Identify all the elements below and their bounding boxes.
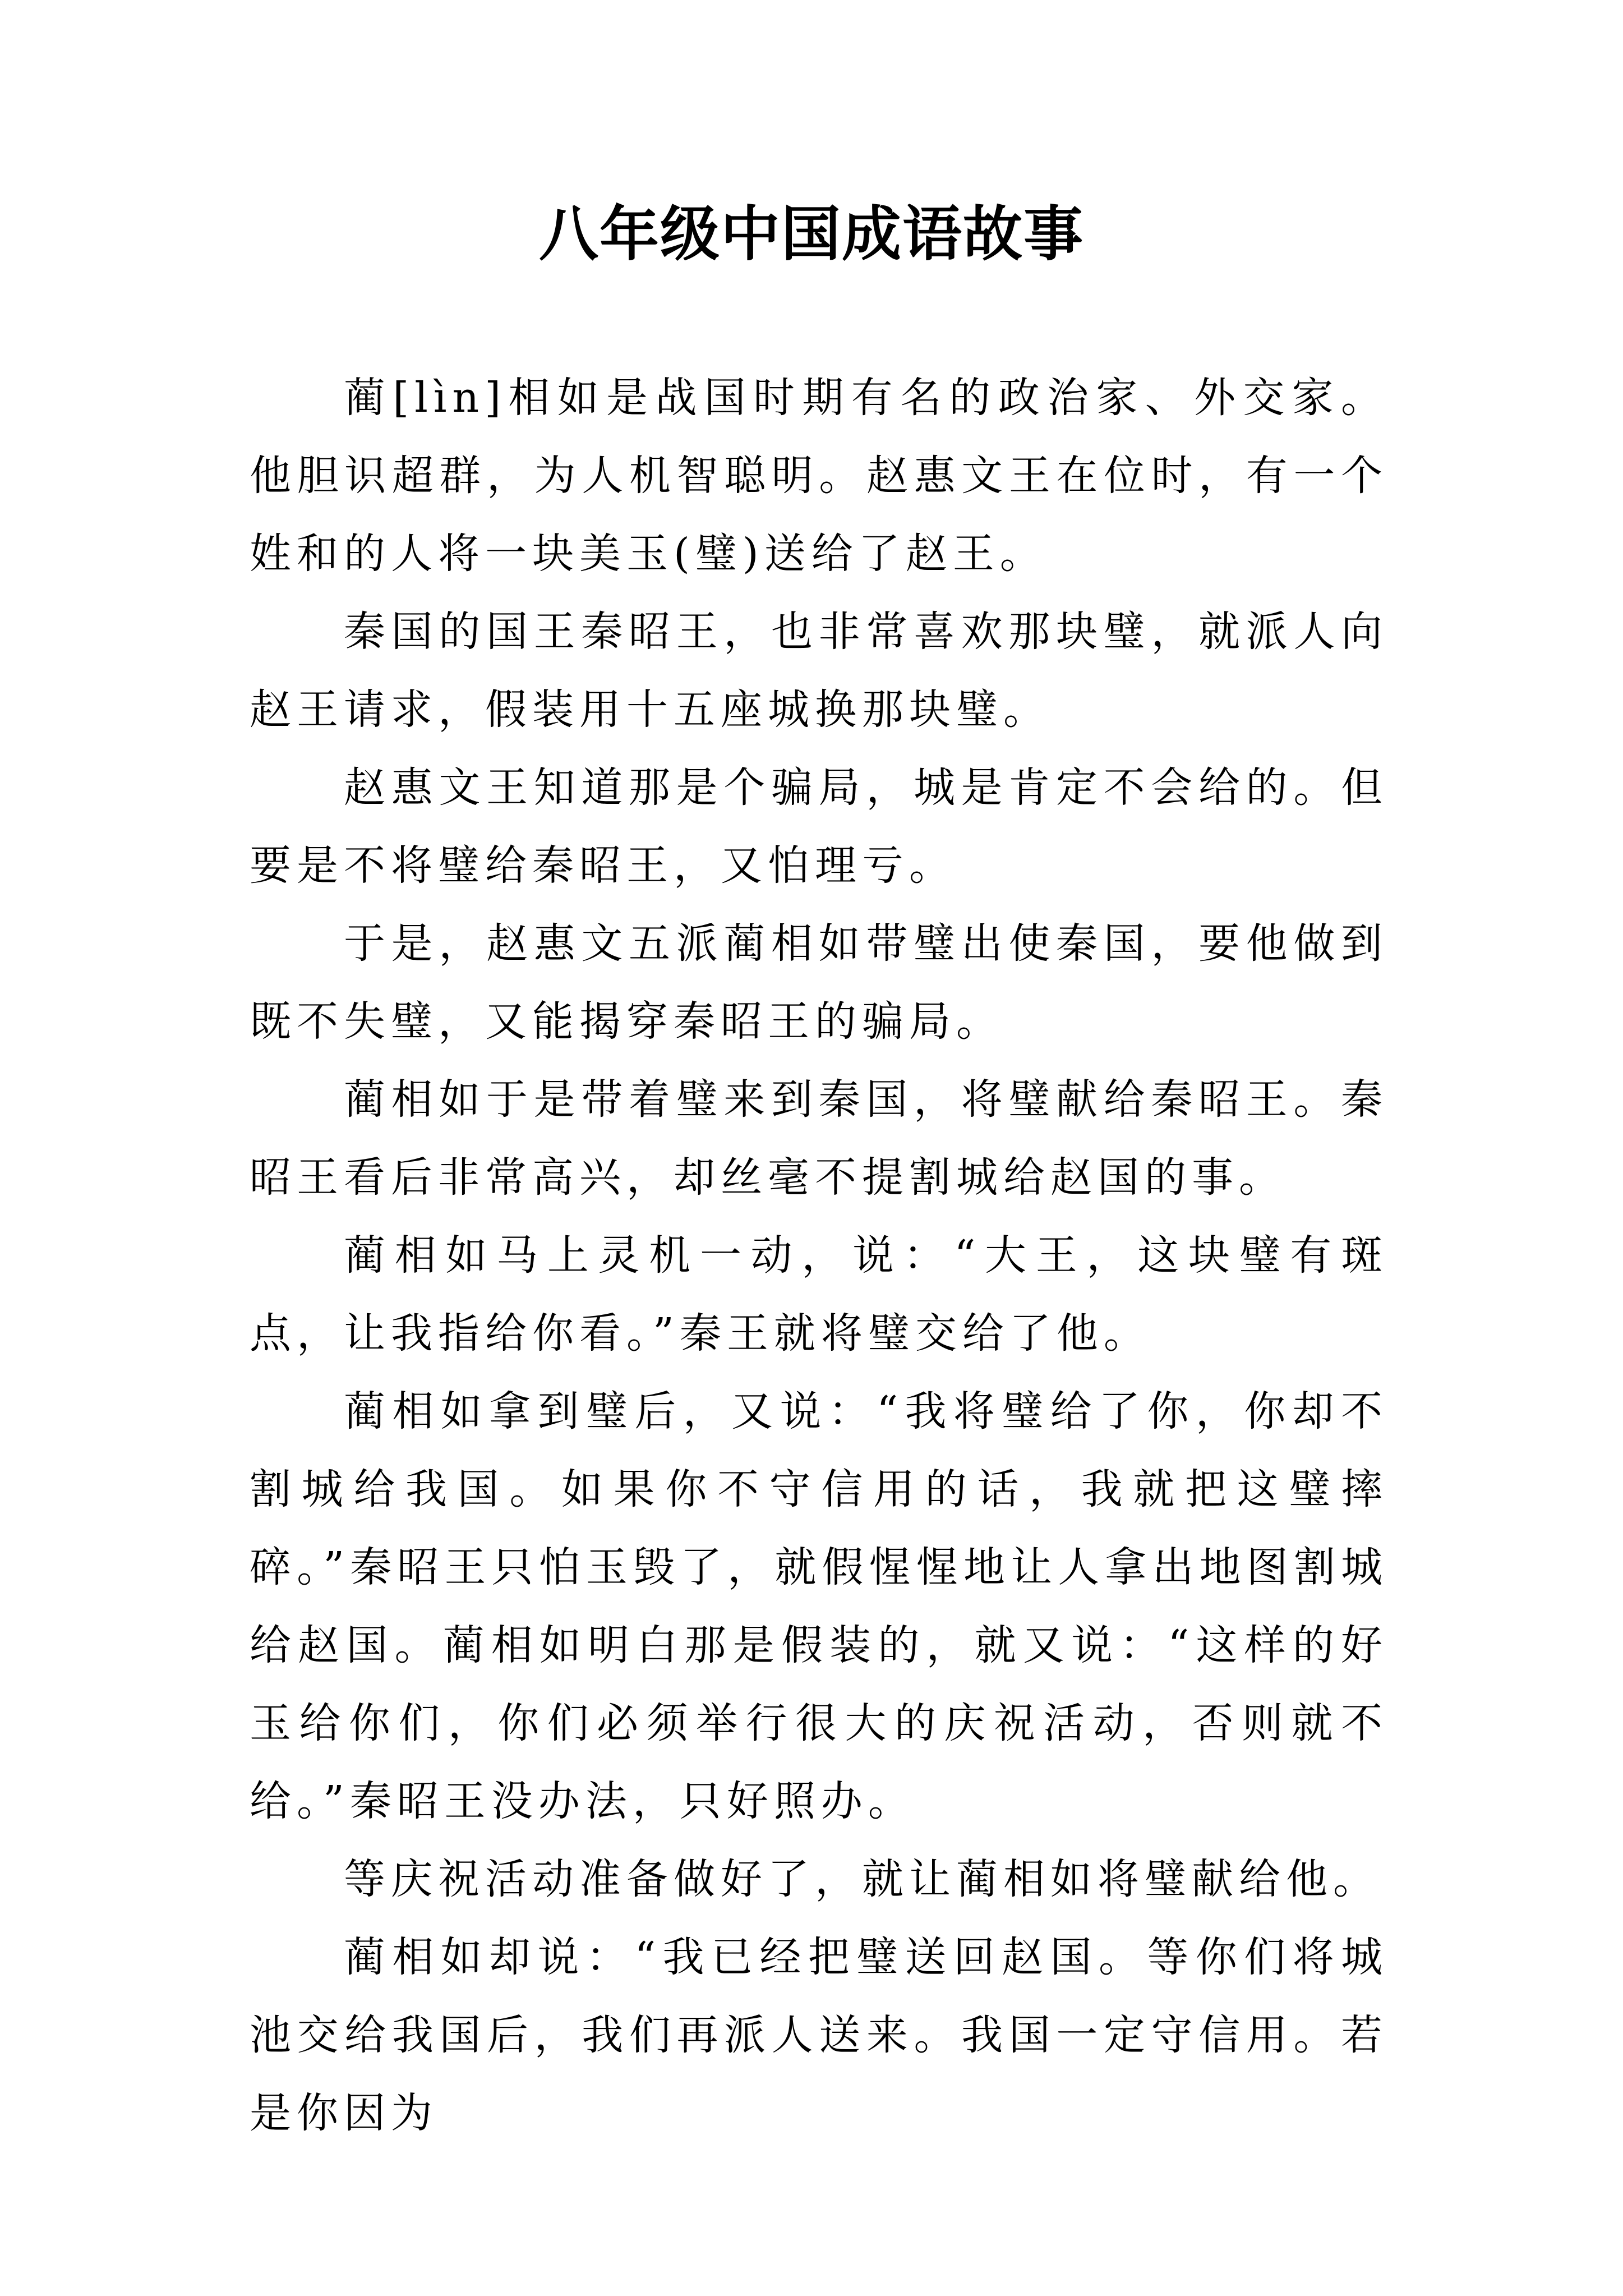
paragraph-3: 赵惠文王知道那是个骗局，城是肯定不会给的。但要是不将璧给秦昭王，又怕理亏。 (250, 763, 1388, 890)
paragraph-9: 蔺相如却说：“我已经把璧送回赵国。等你们将城池交给我国后，我们再派人送来。我国一定守信用。若是你因为 (250, 1933, 1388, 2137)
paragraph-8: 等庆祝活动准备做好了，就让蔺相如将璧献给他。 (344, 1855, 1380, 1903)
paragraph-1: 蔺[lìn]相如是战国时期有名的政治家、外交家。他胆识超群，为人机智聪明。赵惠文王在位时，有一个姓和的人将一块美玉(璧)送给了赵王。 (250, 374, 1388, 578)
page-title: 八年级中国成语故事 (539, 200, 1084, 269)
paragraph-5: 蔺相如于是带着璧来到秦国，将璧献给秦昭王。秦昭王看后非常高兴，却丝毫不提割城给赵国的事。 (250, 1075, 1388, 1202)
paragraph-7: 蔺相如拿到璧后，又说：“我将璧给了你，你却不割城给我国。如果你不守信用的话，我就把这璧摔碎。”秦昭王只怕玉毁了，就假惺惺地让人拿出地图割城给赵国。蔺相如明白那是假装的，就又说：“这样的好玉给你们，你们必须举行很大的庆祝活动，否则就不给。”秦昭王没办法，只好照办。 (250, 1387, 1388, 1825)
paragraph-2: 秦国的国王秦昭王，也非常喜欢那块璧，就派人向赵王请求，假装用十五座城换那块璧。 (250, 608, 1388, 734)
paragraph-4: 于是，赵惠文五派蔺相如带璧出使秦国，要他做到既不失璧，又能揭穿秦昭王的骗局。 (250, 919, 1388, 1046)
paragraph-6: 蔺相如马上灵机一动，说：“大王，这块璧有斑点，让我指给你看。”秦王就将璧交给了他。 (250, 1231, 1388, 1358)
story-body (250, 359, 1388, 2152)
